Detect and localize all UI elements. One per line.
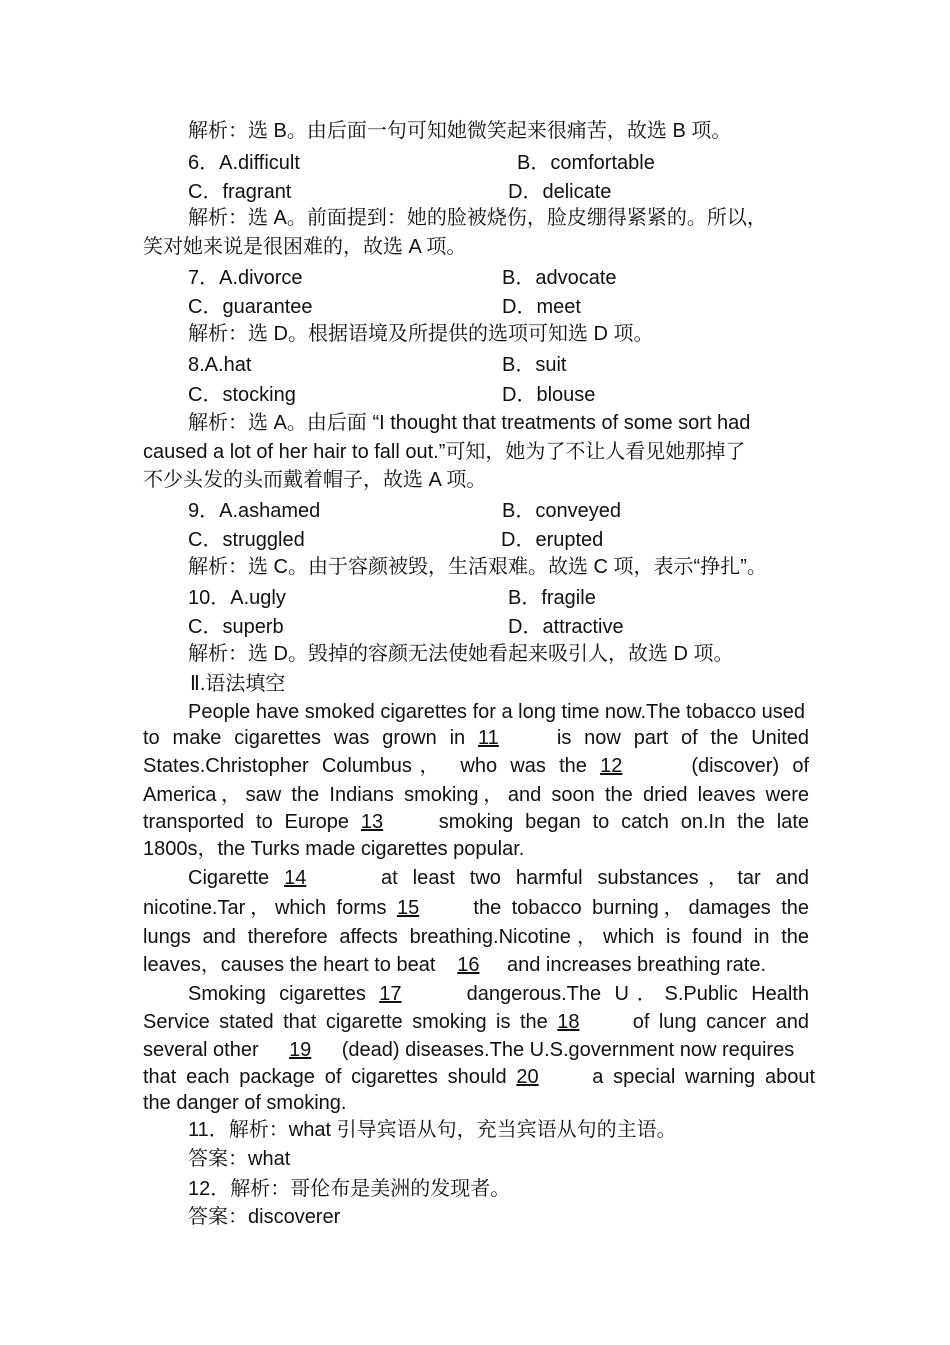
- q9-option-b: B．conveyed: [502, 500, 621, 522]
- blank-17: 17: [379, 983, 402, 1005]
- q6-option-a: 6．A.difficult: [188, 152, 300, 174]
- answer-12-analysis: 12．解析：哥伦布是美洲的发现者。: [188, 1178, 511, 1200]
- p2-line3: lungs and therefore affects breathing.Nicotine，which is found in the: [143, 926, 809, 948]
- blank-19: 19: [289, 1039, 312, 1061]
- q9-option-c: C．struggled: [188, 529, 305, 551]
- p1-line2-text-end: is now part of the United: [556, 727, 810, 749]
- q9-options-row1: [188, 498, 888, 524]
- p3-line3-text-end: (dead) diseases.The U.S.government now requires: [341, 1039, 795, 1061]
- blank-13: 13: [360, 811, 384, 833]
- blank-12: 12: [600, 755, 623, 777]
- p3-line4: [143, 1064, 815, 1090]
- p1-line5-text-end: smoking began to catch on.In the late: [438, 811, 809, 833]
- q6-option-b: B．comfortable: [517, 152, 655, 174]
- p3-line3: [143, 1037, 794, 1063]
- blank-20: 20: [516, 1066, 539, 1088]
- p1-line3-text: States.Christopher Columbus， who was the: [143, 755, 587, 777]
- q10-options-row2: [188, 614, 888, 640]
- p2-line1-text-end: at least two harmful substances，tar and: [381, 867, 810, 889]
- q9-option-d: D．erupted: [501, 529, 604, 551]
- blank-14: 14: [284, 867, 307, 889]
- p1-line5-text: transported to Europe: [143, 811, 350, 833]
- answer-11: 答案：what: [188, 1148, 291, 1170]
- q9-analysis: 解析：选 C。由于容颜被毁，生活艰难。故选 C 项，表示“挣扎”。: [188, 556, 767, 578]
- q6-option-d: D．delicate: [508, 181, 612, 203]
- p3-line1-text-end: dangerous.The U．S.Public Health: [466, 983, 810, 1005]
- blank-16: 16: [457, 954, 480, 976]
- q10-analysis: 解析：选 D。毁掉的容颜无法使她看起来吸引人，故选 D 项。: [188, 643, 734, 665]
- q6-option-c: C．fragrant: [188, 181, 292, 203]
- q8-analysis-line3: 不少头发的头而戴着帽子，故选 A 项。: [143, 469, 487, 491]
- p1-line2-text: to make cigarettes was grown in: [143, 727, 466, 749]
- p1-line5: [143, 809, 809, 835]
- p2-line4-text: leaves，causes the heart to beat: [143, 954, 436, 976]
- q7-option-b: B．advocate: [502, 267, 617, 289]
- p3-line2-text-end: of lung cancer and: [632, 1011, 809, 1033]
- p3-line4-text: that each package of cigarettes should: [143, 1066, 507, 1088]
- q7-option-a: 7．A.divorce: [188, 267, 303, 289]
- p1-line2: [143, 725, 809, 751]
- p2-line2-text: nicotine.Tar，which forms: [143, 897, 387, 919]
- q6-analysis-line1: 解析：选 A。前面提到：她的脸被烧伤，脸皮绷得紧紧的。所以，: [188, 207, 767, 229]
- q9-options-row2: [188, 527, 888, 553]
- q10-options-row1: [188, 585, 888, 611]
- p3-line2-text: Service stated that cigarette smoking is the: [143, 1011, 548, 1033]
- q8-analysis-line1: 解析：选 A。由后面 “I thought that treatments of some sort had: [188, 412, 751, 434]
- q5-analysis: 解析：选 B。由后面一句可知她微笑起来很痛苦，故选 B 项。: [188, 120, 732, 142]
- p1-line6: 1800s，the Turks made cigarettes popular.: [143, 838, 525, 860]
- q10-option-b: B．fragile: [508, 587, 596, 609]
- p3-line3-text: several other: [143, 1039, 259, 1061]
- answer-11-analysis: 11．解析：what 引导宾语从句，充当宾语从句的主语。: [188, 1119, 677, 1141]
- p1-line3-text-end: (discover) of: [691, 755, 810, 777]
- p2-line4: [143, 952, 766, 978]
- p3-line2: [143, 1009, 809, 1035]
- p3-line4-text-end: a special warning about: [592, 1066, 816, 1088]
- p2-line4-text-end: and increases breathing rate.: [506, 954, 767, 976]
- p2-line2: [143, 895, 809, 921]
- q9-option-a: 9．A.ashamed: [188, 500, 321, 522]
- q7-options-row1: [188, 265, 888, 291]
- p3-line1: [188, 981, 809, 1007]
- q6-options-row2: [188, 179, 888, 205]
- q6-analysis-line2: 笑对她来说是很困难的，故选 A 项。: [143, 236, 467, 258]
- q8-option-c: C．stocking: [188, 384, 296, 406]
- section-2-heading: Ⅱ.语法填空: [190, 673, 286, 695]
- p3-line5: the danger of smoking.: [143, 1092, 347, 1114]
- answer-12: 答案：discoverer: [188, 1206, 341, 1228]
- p2-line1-text: Cigarette: [188, 867, 270, 889]
- q8-options-row1: [188, 352, 888, 378]
- q10-option-a: 10．A.ugly: [188, 587, 286, 609]
- p3-line1-text: Smoking cigarettes: [188, 983, 366, 1005]
- blank-15: 15: [396, 897, 420, 919]
- q6-options-row1: [188, 150, 888, 176]
- p1-line1: People have smoked cigarettes for a long time now.The tobacco used: [188, 701, 806, 723]
- q7-option-d: D．meet: [502, 296, 581, 318]
- q10-option-c: C．superb: [188, 616, 284, 638]
- q8-option-b: B．suit: [502, 354, 567, 376]
- p1-line3: [143, 753, 809, 779]
- q8-option-d: D．blouse: [502, 384, 596, 406]
- q8-option-a: 8.A.hat: [188, 354, 252, 376]
- q7-options-row2: [188, 294, 888, 320]
- q7-option-c: C．guarantee: [188, 296, 313, 318]
- q10-option-d: D．attractive: [508, 616, 624, 638]
- q7-analysis: 解析：选 D。根据语境及所提供的选项可知选 D 项。: [188, 323, 654, 345]
- q8-analysis-line2: caused a lot of her hair to fall out.”可知，她为了不让人看见她那掉了: [143, 441, 746, 463]
- blank-11: 11: [478, 727, 499, 749]
- p1-line4: America，saw the Indians smoking，and soon the dried leaves were: [143, 784, 809, 806]
- p2-line1: [188, 865, 809, 891]
- blank-18: 18: [557, 1011, 580, 1033]
- q8-options-row2: [188, 382, 888, 408]
- p2-line2-text-end: the tobacco burning，damages the: [473, 897, 809, 919]
